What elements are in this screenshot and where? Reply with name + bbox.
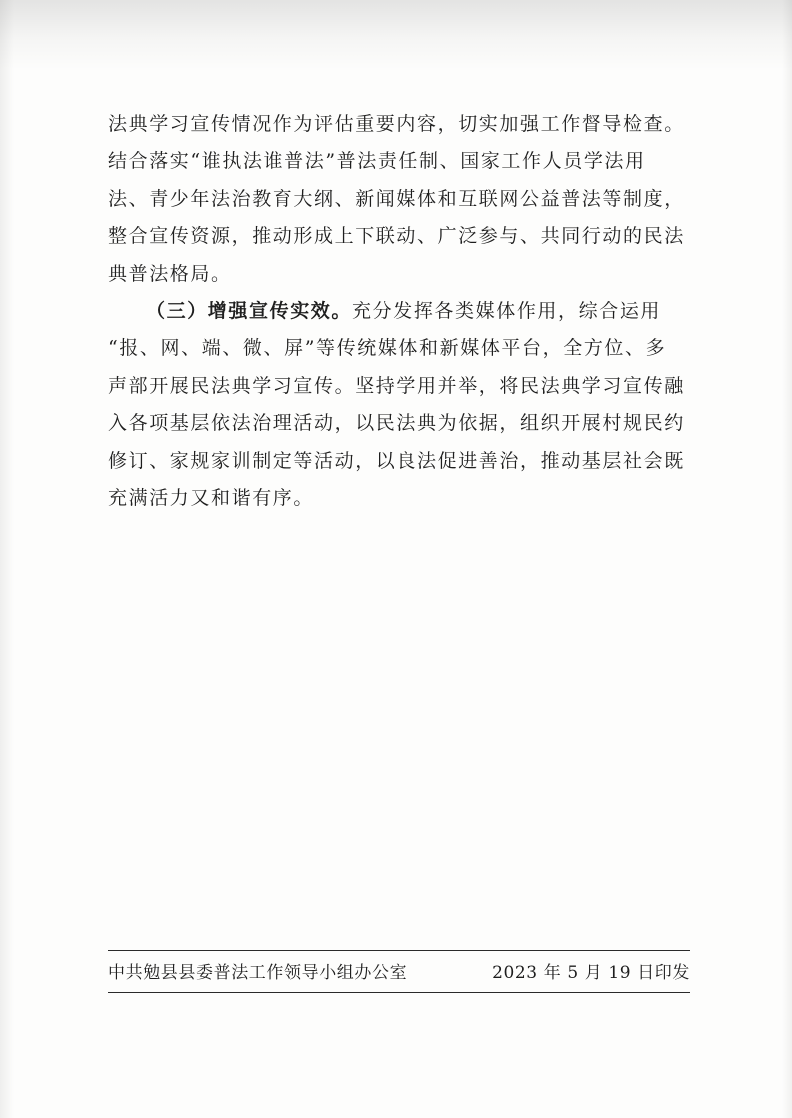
text-line: “报、网、端、微、屏”等传统媒体和新媒体平台，全方位、多 <box>108 337 667 360</box>
text-line: 修订、家规家训制定等活动，以良法促进善治，推动基层社会既 <box>108 449 685 472</box>
text-line: 入各项基层依法治理活动，以民法典为依据，组织开展村规民约 <box>108 412 685 435</box>
scan-shadow-right <box>782 0 792 1118</box>
text-line: 法、青少年法治教育大纲、新闻媒体和互联网公益普法等制度， <box>108 187 685 210</box>
scan-shadow-left <box>0 0 14 1118</box>
text-line: 法典学习宣传情况作为评估重要内容，切实加强工作督导检查。 <box>108 113 685 135</box>
footer-rule-bottom <box>108 992 690 993</box>
scan-shadow-top <box>0 0 792 70</box>
text-line: 声部开展民法典学习宣传。坚持学用并举，将民法典学习宣传融 <box>108 374 685 397</box>
text-line-rest: 充分发挥各类媒体作用，综合运用 <box>352 300 662 323</box>
document-body <box>108 106 706 517</box>
text-line: 充满活力又和谐有序。 <box>108 487 315 510</box>
text-line <box>108 293 706 330</box>
text-line: 结合落实“谁执法谁普法”普法责任制、国家工作人员学法用 <box>108 150 646 173</box>
footer-issuer: 中共勉县县委普法工作领导小组办公室 <box>108 963 408 983</box>
text-line: 典普法格局。 <box>108 262 232 285</box>
footer-rule-top <box>108 950 690 951</box>
section-heading: （三）增强宣传实效。 <box>146 300 353 323</box>
text-line: 整合宣传资源，推动形成上下联动、广泛参与、共同行动的民法 <box>108 225 685 248</box>
footer-issue-date: 2023 年 5 月 19 日印发 <box>492 963 690 983</box>
paragraph-continuation <box>108 106 706 293</box>
paragraph-section-3 <box>108 293 706 517</box>
